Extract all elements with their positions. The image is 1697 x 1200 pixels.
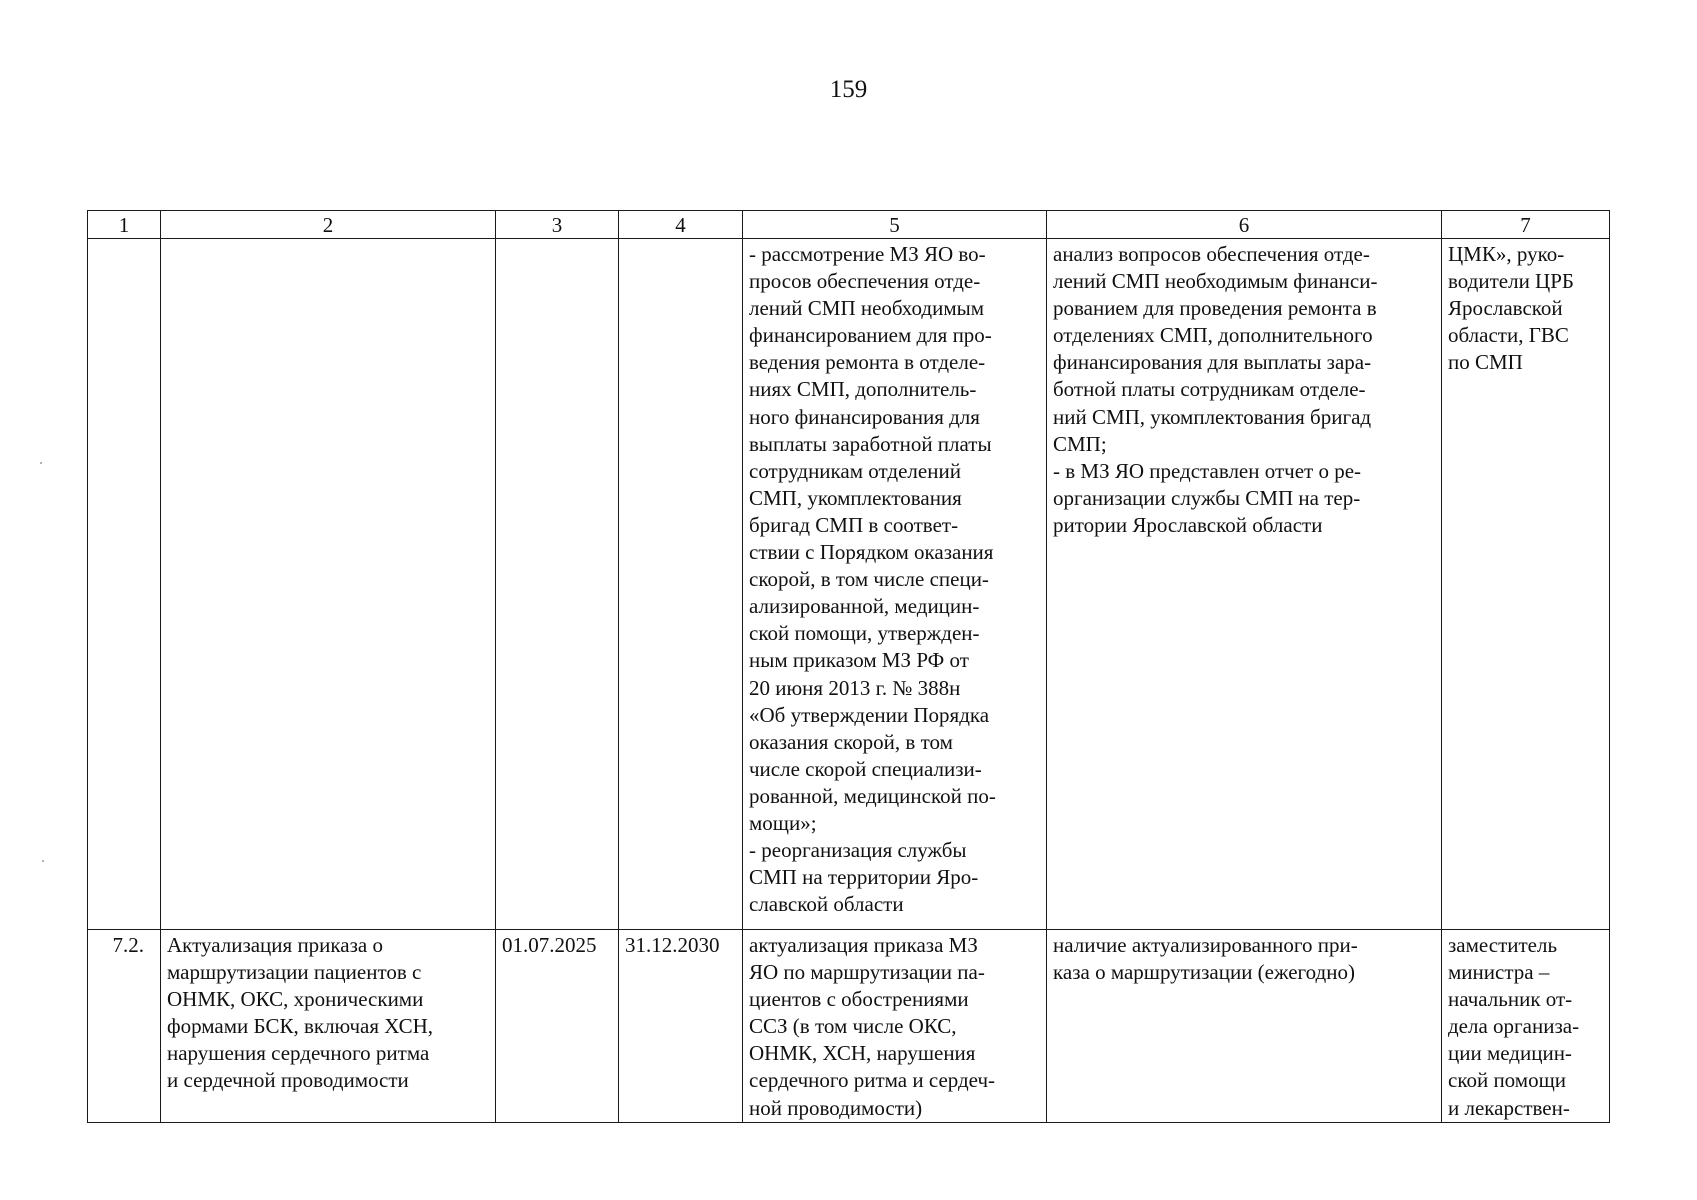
text-line: числе скорой специализи- [749, 756, 982, 781]
text-line: финансированием для про- [749, 323, 992, 348]
start-date-cell: 01.07.2025 [496, 930, 619, 1123]
column-header: 1 [88, 211, 161, 239]
text-line: финансирования для выплаты зара- [1053, 350, 1372, 375]
text-line: и сердечной проводимости [167, 1068, 409, 1093]
text-line: министра – [1448, 960, 1550, 985]
text-line: - реорганизация службы [749, 838, 967, 863]
text-line: водители ЦРБ [1448, 269, 1574, 294]
text-line: циентов с обострениями [749, 987, 969, 1012]
text-line: нарушения сердечного ритма [167, 1041, 430, 1066]
text-line: СМП; [1053, 431, 1107, 456]
text-line: ЯО по маршрутизации па- [749, 960, 985, 985]
event-name-cell [161, 239, 496, 930]
text-line: ции медицин- [1448, 1041, 1572, 1066]
scan-speck [42, 860, 44, 862]
column-header: 5 [743, 211, 1047, 239]
text-line: и лекарствен- [1448, 1095, 1570, 1120]
page-number: 159 [829, 76, 868, 103]
text-line: ной проводимости) [749, 1095, 923, 1120]
text-line: заместитель [1448, 933, 1558, 957]
text-line: 20 июня 2013 г. № 388н [749, 675, 961, 700]
text-line: ствии с Порядком оказания [749, 540, 994, 565]
column-header: 6 [1047, 211, 1442, 239]
text-line: выплаты заработной платы [749, 431, 992, 456]
text-line: ного финансирования для [749, 404, 980, 429]
text-line: ОНМК, ОКС, хроническими [167, 987, 424, 1012]
responsible-persons-cell [1442, 930, 1610, 1123]
column-header: 3 [496, 211, 619, 239]
text-line: организации службы СМП на тер- [1053, 485, 1361, 510]
column-header: 2 [161, 211, 496, 239]
expected-result-cell [1047, 239, 1442, 930]
text-line: отделениях СМП, дополнительного [1053, 323, 1373, 348]
text-line: ССЗ (в том числе ОКС, [749, 1014, 957, 1039]
text-line: оказания скорой, в том [749, 729, 953, 754]
item-number-cell [88, 239, 161, 930]
text-line: маршрутизации пациентов с [167, 960, 422, 985]
text-line: анализ вопросов обеспечения отде- [1053, 242, 1370, 266]
text-line: славской области [749, 892, 904, 917]
text-line: каза о маршрутизации (ежегодно) [1053, 960, 1355, 985]
column-header: 4 [619, 211, 743, 239]
responsible-persons-cell [1442, 239, 1610, 930]
expected-result-cell [1047, 930, 1442, 1123]
text-line: СМП, укомплектования [749, 485, 962, 510]
event-name-cell [161, 930, 496, 1123]
text-line: сотрудникам отделений [749, 458, 961, 483]
text-line: ЦМК», руко- [1448, 242, 1565, 266]
text-line: - в МЗ ЯО представлен отчет о ре- [1053, 458, 1362, 483]
text-line: просов обеспечения отде- [749, 269, 981, 294]
text-line: начальник от- [1448, 987, 1573, 1012]
text-line: бригад СМП в соответ- [749, 512, 959, 537]
start-date-cell [496, 239, 619, 930]
text-line: по СМП [1448, 350, 1523, 375]
text-line: ниях СМП, дополнитель- [749, 377, 977, 402]
text-line: «Об утверждении Порядка [749, 702, 990, 727]
text-line: ализированной, медицин- [749, 594, 980, 619]
text-line: ской помощи, утвержден- [749, 621, 980, 646]
text-line: ботной платы сотрудникам отделе- [1053, 377, 1366, 402]
text-line: области, ГВС [1448, 323, 1569, 348]
end-date-cell [619, 239, 743, 930]
text-line: Ярославской [1448, 296, 1563, 321]
column-header: 7 [1442, 211, 1610, 239]
table-header-row [88, 211, 1610, 239]
text-line: - рассмотрение МЗ ЯО во- [749, 242, 986, 266]
text-line: скорой, в том числе специ- [749, 567, 989, 592]
text-line: мощи»; [749, 810, 817, 835]
text-line: дела организа- [1448, 1014, 1580, 1039]
plan-table [87, 210, 1610, 1123]
item-number-cell: 7.2. [88, 930, 161, 1123]
table-row [88, 930, 1610, 1123]
text-line: ской помощи [1448, 1068, 1566, 1093]
text-line: сердечного ритма и сердеч- [749, 1068, 996, 1093]
text-line: лений СМП необходимым финанси- [1053, 269, 1378, 294]
end-date-cell: 31.12.2030 [619, 930, 743, 1123]
text-line: рованием для проведения ремонта в [1053, 296, 1377, 321]
text-line: СМП на территории Яро- [749, 865, 979, 890]
text-line: ным приказом МЗ РФ от [749, 648, 969, 673]
table-row [88, 239, 1610, 930]
text-line: ведения ремонта в отделе- [749, 350, 986, 375]
text-line: формами БСК, включая ХСН, [167, 1014, 434, 1039]
text-line: актуализация приказа МЗ [749, 933, 978, 957]
text-line: ний СМП, укомплектования бригад [1053, 404, 1372, 429]
activity-description-cell [743, 930, 1047, 1123]
text-line: ОНМК, ХСН, нарушения [749, 1041, 976, 1066]
text-line: Актуализация приказа о [167, 933, 383, 957]
scan-speck [40, 462, 42, 464]
text-line: лений СМП необходимым [749, 296, 985, 321]
text-line: наличие актуализированного при- [1053, 933, 1358, 957]
text-line: ритории Ярославской области [1053, 512, 1323, 537]
text-line: рованной, медицинской по- [749, 783, 996, 808]
activity-description-cell [743, 239, 1047, 930]
